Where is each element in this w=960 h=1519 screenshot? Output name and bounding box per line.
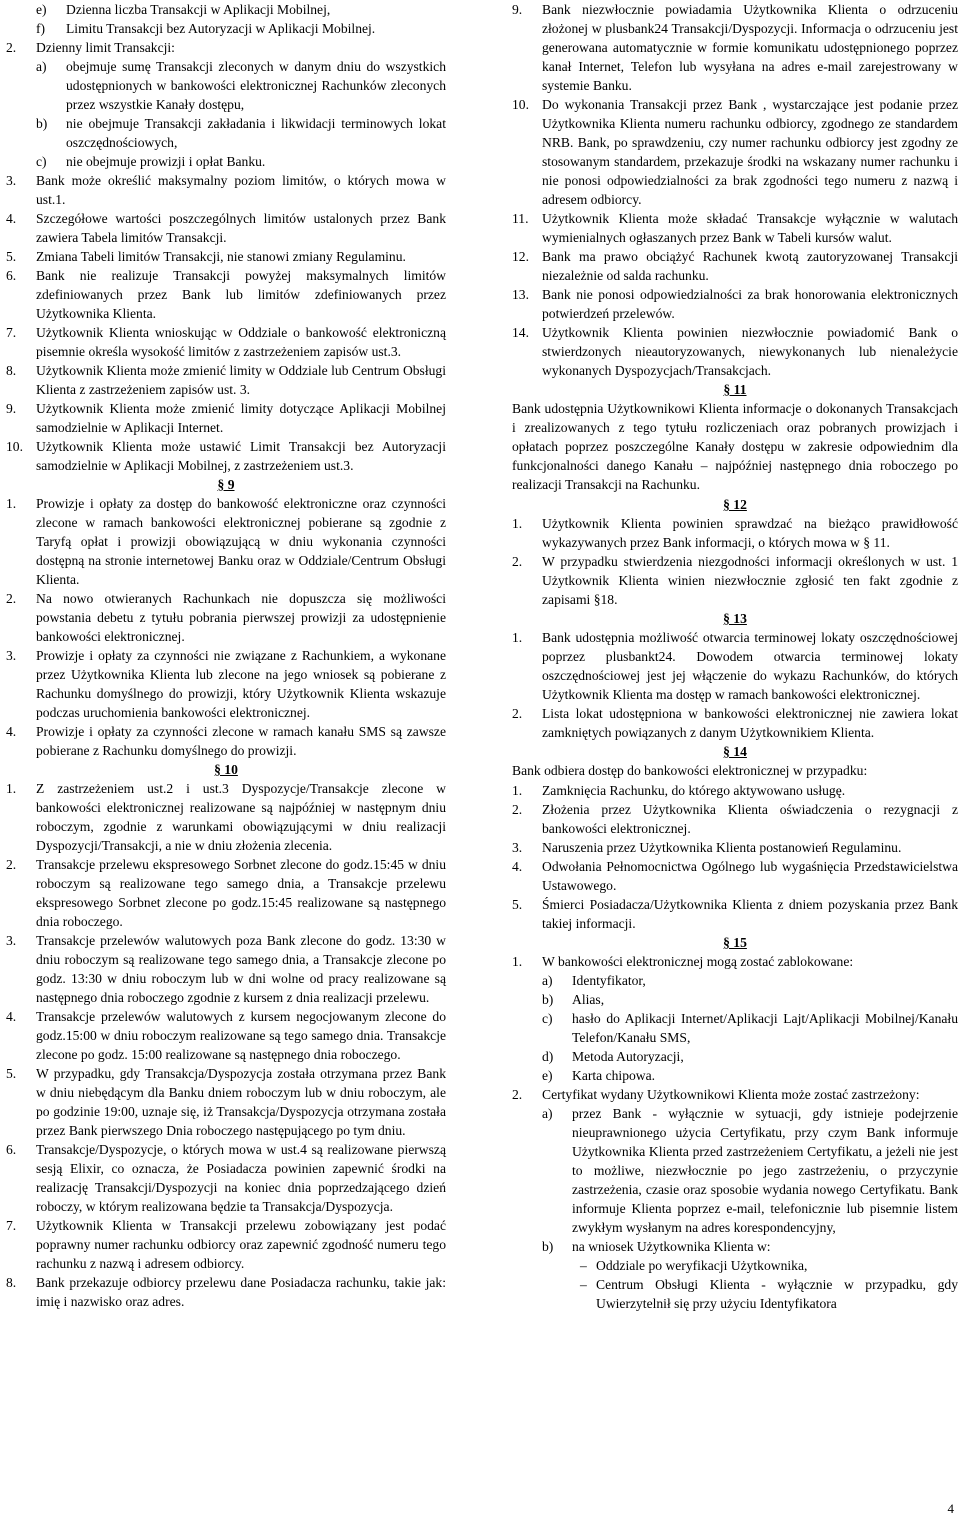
numbered-item: [6, 589, 446, 646]
item-text: Identyfikator,: [572, 973, 646, 988]
item-label: 4.: [6, 1009, 17, 1024]
section-heading: § 15: [723, 935, 747, 950]
item-label: b): [542, 1239, 554, 1254]
item-text: Naruszenia przez Użytkownika Klienta postanowień Regulaminu.: [542, 840, 902, 855]
numbered-item: [512, 323, 958, 380]
section-heading: § 11: [723, 382, 747, 397]
item-text: Użytkownik Klienta może zmienić limity dotyczące Aplikacji Mobilnej samodzielnie w Aplikacji Internet.: [36, 401, 446, 435]
item-text: W bankowości elektronicznej mogą zostać zablokowane:: [542, 954, 854, 969]
item-label: 5.: [512, 897, 523, 912]
item-text: Prowizje i opłaty za dostęp do bankowość elektroniczne oraz czynności zlecone w ramach bankowości elektronicznej pobierane są zgodnie z Taryfą opłat i prowizji obowiązującą w dniu wykonania czynności dostępną na stronie internetowej Banku oraz w Oddziale/Centrum Obsługi Klienta.: [36, 496, 446, 587]
item-label: 4.: [6, 211, 17, 226]
item-label: 2.: [512, 802, 523, 817]
item-label: 3.: [6, 173, 17, 188]
item-text: Na nowo otwieranych Rachunkach nie dopuszcza się możliwości powstania debetu z tytułu pobrania pierwszej prowizji za udostępnienie bankowości elektronicznej.: [36, 591, 446, 644]
item-text: Z zastrzeżeniem ust.2 i ust.3 Dyspozycje/Transakcje zlecone w bankowości elektronicznej realizowane są najpóźniej w następnym dniu roboczym, zgodnie z warunkami obowiązującymi w dniu realizacji Dyspozycji/Transakcji, a nie w dniu złożenia zlecenia.: [36, 781, 446, 853]
numbered-item: [6, 1064, 446, 1140]
item-label: 10.: [512, 97, 529, 112]
item-label: 1.: [6, 781, 17, 796]
lettered-subitem: [6, 114, 446, 152]
numbered-item: [512, 0, 958, 95]
lettered-subitem: [512, 1104, 958, 1237]
numbered-item: [6, 209, 446, 247]
section-heading: § 12: [723, 497, 747, 512]
item-label: b): [36, 116, 48, 131]
item-label: 4.: [512, 859, 523, 874]
numbered-item: [6, 1140, 446, 1216]
item-text: Limitu Transakcji bez Autoryzacji w Aplikacji Mobilnej.: [66, 21, 376, 36]
item-label: c): [36, 154, 47, 169]
item-text: Metoda Autoryzacji,: [572, 1049, 684, 1064]
right-column: [512, 0, 958, 1313]
numbered-item: [6, 779, 446, 855]
item-label: 2.: [6, 857, 17, 872]
item-label: 2.: [6, 591, 17, 606]
page-number: 4: [947, 1501, 954, 1516]
item-text: Szczegółowe wartości poszczególnych limitów ustalonych przez Bank zawiera Tabela limitów Transakcji.: [36, 211, 446, 245]
item-text: Bank udostępnia możliwość otwarcia terminowej lokaty oszczędnościowej poprzez plusbankt24. Dowodem otwarcia terminowej lokaty oszczędnościowej jest jej włączenie do wykazu Rachunków, do których Użytkownik Klienta ma dostęp w ramach bankowości elektronicznej.: [542, 630, 958, 702]
item-text: nie obejmuje prowizji i opłat Banku.: [66, 154, 266, 169]
item-label: e): [36, 2, 47, 17]
numbered-item: [512, 247, 958, 285]
item-text: Centrum Obsługi Klienta - wyłącznie w przypadku, gdy Uwierzytelnił się przy użyciu Identyfikatora: [596, 1277, 958, 1311]
numbered-item: [512, 838, 958, 857]
item-label: d): [542, 1049, 554, 1064]
paragraph: Bank odbiera dostęp do bankowości elektronicznej w przypadku:: [512, 763, 868, 778]
item-label: 11.: [512, 211, 529, 226]
numbered-item: [6, 361, 446, 399]
item-text: Użytkownik Klienta może ustawić Limit Transakcji bez Autoryzacji samodzielnie w Aplikacji Mobilnej, z zastrzeżeniem ust.3.: [36, 439, 446, 473]
item-text: Odwołania Pełnomocnictwa Ogólnego lub wygaśnięcia Przedstawicielstwa Ustawowego.: [542, 859, 958, 893]
dash-subitem: [512, 1275, 958, 1313]
numbered-item: [512, 952, 958, 971]
item-label: a): [542, 1106, 553, 1121]
item-label: 2.: [512, 554, 523, 569]
item-text: Prowizje i opłaty za czynności nie związane z Rachunkiem, a wykonane przez Użytkownika Klienta lub zlecone na jego wniosek są pobierane z Rachunku domyślnego do prowizji, który Użytkownik Klienta wskazuje podczas uruchomienia bankowości elektronicznej.: [36, 648, 446, 720]
numbered-item: [6, 399, 446, 437]
item-text: Dzienna liczba Transakcji w Aplikacji Mobilnej,: [66, 2, 331, 17]
lettered-subitem: [6, 0, 446, 19]
item-label: 10.: [6, 439, 23, 454]
item-label: 9.: [512, 2, 523, 17]
item-text: Bank przekazuje odbiorcy przelewu dane Posiadacza rachunku, takie jak: imię i nazwisko oraz adres.: [36, 1275, 446, 1309]
lettered-subitem: [6, 57, 446, 114]
item-text: Lista lokat udostępniona w bankowości elektronicznej nie zawiera lokat zamkniętych powiązanych z danym Użytkownikiem Klienta.: [542, 706, 958, 740]
item-text: Użytkownik Klienta wnioskując w Oddziale o bankowość elektroniczną pisemnie określa wysokość limitów z zastrzeżeniem zapisów ust.3.: [36, 325, 446, 359]
item-text: Alias,: [572, 992, 605, 1007]
item-label: 3.: [512, 840, 523, 855]
lettered-subitem: [512, 990, 958, 1009]
numbered-item: [6, 1216, 446, 1273]
lettered-subitem: [512, 1009, 958, 1047]
dash-subitem: [512, 1256, 958, 1275]
numbered-item: [512, 704, 958, 742]
item-label: a): [36, 59, 47, 74]
item-label: 9.: [6, 401, 17, 416]
item-label: 5.: [6, 249, 17, 264]
item-text: na wniosek Użytkownika Klienta w:: [572, 1239, 771, 1254]
numbered-item: [512, 628, 958, 704]
item-text: obejmuje sumę Transakcji zleconych w danym dniu do wszystkich udostępnionych w bankowości elektronicznej Rachunków zleconych przez wszystkie Kanały dostępu,: [66, 59, 446, 112]
item-label: 5.: [6, 1066, 17, 1081]
item-label: 2.: [6, 40, 17, 55]
item-label: c): [542, 1011, 553, 1026]
lettered-subitem: [512, 1047, 958, 1066]
item-text: Oddziale po weryfikacji Użytkownika,: [596, 1258, 808, 1273]
item-label: 7.: [6, 325, 17, 340]
item-label: 13.: [512, 287, 529, 302]
item-label: 1.: [512, 783, 523, 798]
item-label: 6.: [6, 268, 17, 283]
item-label: 1.: [512, 516, 523, 531]
numbered-item: [6, 1007, 446, 1064]
section-heading: § 14: [723, 744, 747, 759]
lettered-subitem: [512, 1237, 958, 1256]
numbered-item: [6, 437, 446, 475]
item-label: 1.: [512, 954, 523, 969]
item-label: e): [542, 1068, 553, 1083]
item-text: Transakcje przelewu ekspresowego Sorbnet zlecone do godz.15:45 w dniu roboczym są realizowane tego samego dnia, a Transakcje przelewu ekspresowego Sorbnet zlecone po godz.15:45 realizowane są następnego dnia roboczego.: [36, 857, 446, 929]
section-heading: § 13: [723, 611, 747, 626]
numbered-item: [6, 931, 446, 1007]
item-text: Bank nie ponosi odpowiedzialności za brak honorowania elektronicznych potwierdzeń przelewów.: [542, 287, 958, 321]
item-label: 12.: [512, 249, 529, 264]
numbered-item: [512, 781, 958, 800]
item-label: 3.: [6, 933, 17, 948]
item-text: Zmiana Tabeli limitów Transakcji, nie stanowi zmiany Regulaminu.: [36, 249, 406, 264]
item-text: Karta chipowa.: [572, 1068, 656, 1083]
item-label: 7.: [6, 1218, 17, 1233]
item-label: –: [580, 1277, 587, 1292]
numbered-item: [512, 857, 958, 895]
item-text: Złożenia przez Użytkownika Klienta oświadczenia o rezygnacji z bankowości elektronicznej.: [542, 802, 958, 836]
lettered-subitem: [512, 971, 958, 990]
item-label: 2.: [512, 1087, 523, 1102]
numbered-item: [512, 514, 958, 552]
numbered-item: [6, 646, 446, 722]
item-text: Użytkownik Klienta w Transakcji przelewu zobowiązany jest podać poprawny numer rachunku odbiorcy oraz zapewnić zgodność numeru tego rachunku z nazwą i adresem odbiorcy.: [36, 1218, 446, 1271]
numbered-item: [6, 722, 446, 760]
item-text: Prowizje i opłaty za czynności zlecone w ramach kanału SMS są zawsze pobierane z Rachunku domyślnego do prowizji.: [36, 724, 446, 758]
item-text: Bank może określić maksymalny poziom limitów, o których mowa w ust.1.: [36, 173, 446, 207]
lettered-subitem: [6, 152, 446, 171]
numbered-item: [512, 1085, 958, 1104]
item-text: Śmierci Posiadacza/Użytkownika Klienta z dniem pozyskania przez Bank takiej informacji.: [542, 897, 958, 931]
item-text: Transakcje przelewów walutowych poza Bank zlecone do godz. 13:30 w dniu roboczym są realizowane tego samego dnia, a Transakcje zlecone po godz. 13:30 w dniu roboczym lub w dni wolne od pracy realizowane są następnego dnia roboczego zgodnie z kursem z dnia realizacji przelewu.: [36, 933, 446, 1005]
item-label: 14.: [512, 325, 529, 340]
item-text: Zamknięcia Rachunku, do którego aktywowano usługę.: [542, 783, 846, 798]
item-label: 4.: [6, 724, 17, 739]
item-text: W przypadku stwierdzenia niezgodności informacji określonych w ust. 1 Użytkownik Klienta winien niezwłocznie zgłosić ten fakt zgodnie z zapisami §18.: [542, 554, 958, 607]
item-label: 8.: [6, 363, 17, 378]
item-label: f): [36, 21, 46, 36]
item-text: Dzienny limit Transakcji:: [36, 40, 175, 55]
numbered-item: [512, 95, 958, 209]
section-heading: § 9: [217, 477, 235, 492]
numbered-item: [6, 171, 446, 209]
item-text: Bank niezwłocznie powiadamia Użytkownika Klienta o odrzuceniu złożonej w plusbank24 Transakcji/Dyspozycji. Informacja o odrzuceniu jest generowana automatycznie w formie komunikatu udostępnionego poprzez kanał Internet, Telefon lub wysyłana na adres e-mail zarejestrowany w systemie Banku.: [542, 2, 958, 93]
item-text: Transakcje przelewów walutowych z kursem negocjowanym zlecone do godz.15:00 w dniu roboczym realizowane są tego samego dnia. Transakcje zlecone po godz. 15:00 realizowane są następnego dnia roboczego.: [36, 1009, 446, 1062]
numbered-item: [6, 266, 446, 323]
item-label: 1.: [6, 496, 17, 511]
numbered-item: [6, 38, 446, 57]
item-text: Użytkownik Klienta powinien sprawdzać na bieżąco prawidłowość wykazywanych przez Bank informacji, o których mowa w § 11.: [542, 516, 958, 550]
numbered-item: [512, 285, 958, 323]
item-text: Bank nie realizuje Transakcji powyżej maksymalnych limitów zdefiniowanych przez Bank lub limitów zdefiniowanych przez Użytkownika Klienta.: [36, 268, 446, 321]
section-heading: § 10: [214, 762, 238, 777]
numbered-item: [6, 494, 446, 589]
item-label: 6.: [6, 1142, 17, 1157]
item-label: 3.: [6, 648, 17, 663]
item-text: nie obejmuje Transakcji zakładania i likwidacji terminowych lokat oszczędnościowych,: [66, 116, 446, 150]
numbered-item: [6, 247, 446, 266]
item-label: 1.: [512, 630, 523, 645]
numbered-item: [6, 1273, 446, 1311]
numbered-item: [512, 209, 958, 247]
item-text: Użytkownik Klienta powinien niezwłocznie powiadomić Bank o stwierdzonych nieautoryzowanych, niewykonanych lub nienależycie wykonanych Dyspozycjach/Transakcjach.: [542, 325, 958, 378]
left-column: [6, 0, 446, 1311]
item-text: W przypadku, gdy Transakcja/Dyspozycja została otrzymana przez Bank w dniu niebędącym dla Banku dniem roboczym lub w dniu roboczym, ale po godzinie 19:00, uznaje się, iż Transakcja/Dyspozycja otrzymana została przez Bank pierwszego Dnia roboczego następującego po tym dniu.: [36, 1066, 446, 1138]
item-label: 8.: [6, 1275, 17, 1290]
paragraph: Bank udostępnia Użytkownikowi Klienta informacje o dokonanych Transakcjach i zrealizowanych z tego tytułu rozliczeniach oraz pobranych prowizjach i opłatach poprzez poszczególne Kanały dostępu w zakresie odpowiednim dla funkcjonalności danego Kanału – najpóźniej następnego dnia roboczego po realizacji Transakcji na Rachunku.: [512, 401, 958, 492]
item-label: 2.: [512, 706, 523, 721]
item-text: Do wykonania Transakcji przez Bank , wystarczające jest podanie przez Użytkownika Klienta numeru rachunku odbiorcy, zgodnego ze standardem NRB. Bank, po sprawdzeniu, czy numer rachunku odbiorcy jest zgodny ze stosowanym standardem, przekazuje środki na wskazany numer rachunku i nie ponosi odpowiedzialności za brak zgodności tego numeru z nazwą i adresem odbiorcy.: [542, 97, 958, 207]
item-text: Certyfikat wydany Użytkownikowi Klienta może zostać zastrzeżony:: [542, 1087, 920, 1102]
item-text: Użytkownik Klienta może składać Transakcje wyłącznie w walutach wymienialnych ogłaszanych przez Bank w Tabeli kursów walut.: [542, 211, 958, 245]
item-text: Transakcje/Dyspozycje, o których mowa w ust.4 są realizowane pierwszą sesją Elixir, co oznacza, że Posiadacza powinien zapewnić środki na realizację Transakcji/Dyspozycji na koniec dnia poprzedzającego dzień roboczy, w którym realizowana będzie ta Transakcja/Dyspozycja.: [36, 1142, 446, 1214]
numbered-item: [6, 855, 446, 931]
numbered-item: [512, 552, 958, 609]
numbered-item: [512, 800, 958, 838]
item-text: przez Bank - wyłącznie w sytuacji, gdy istnieje podejrzenie nieuprawnionego użycia Certyfikatu, przy czym Bank informuje Użytkownika Klienta przed zastrzeżeniem Certyfikatu, a jeżeli nie jest to możliwe, niezwłocznie po jego zastrzeżeniu, o przyczynie zastrzeżenia, czasie oraz sposobie wydania nowego Certyfikatu. Bank informuje Klienta poprzez e-mail, telefonicznie lub pisemnie listem zwykłym wysłanym na adres korespondencyjny,: [572, 1106, 958, 1235]
lettered-subitem: [6, 19, 446, 38]
lettered-subitem: [512, 1066, 958, 1085]
item-text: Użytkownik Klienta może zmienić limity w Oddziale lub Centrum Obsługi Klienta z zastrzeżeniem zapisów ust. 3.: [36, 363, 446, 397]
item-label: –: [580, 1258, 587, 1273]
numbered-item: [512, 895, 958, 933]
item-text: Bank ma prawo obciążyć Rachunek kwotą zautoryzowanej Transakcji niezależnie od salda rachunku.: [542, 249, 958, 283]
item-label: a): [542, 973, 553, 988]
item-label: b): [542, 992, 554, 1007]
numbered-item: [6, 323, 446, 361]
item-text: hasło do Aplikacji Internet/Aplikacji Lajt/Aplikacji Mobilnej/Kanału Telefon/Kanału SMS,: [572, 1011, 958, 1045]
